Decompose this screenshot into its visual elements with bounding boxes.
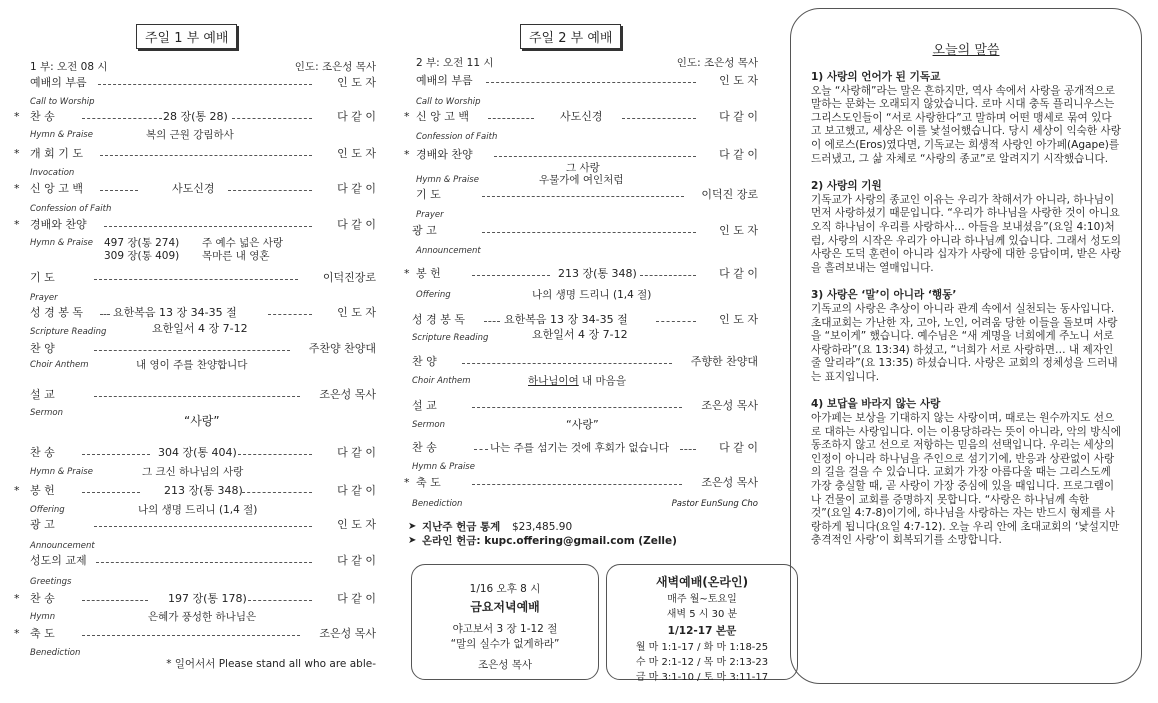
item-name: 개 회 기 도 — [30, 147, 83, 160]
service2-time: 2 부: 오전 11 시 — [416, 57, 494, 69]
scripture-ref: 요한복음 13 장 34-35 절 — [504, 313, 628, 326]
order-item — [408, 355, 758, 369]
hymn-number: 497 장(통 274) — [104, 237, 180, 249]
item-name: 기 도 — [30, 271, 55, 284]
order-item: * 신 앙 고 백 사도신경 다 같 이 — [404, 110, 758, 123]
hymn-number: 309 장(통 409) — [104, 250, 180, 262]
order-item: * 봉 헌 213 장(통 348) 다 같 이 — [14, 484, 376, 497]
song-title: 우물가에 여인처럼 — [539, 174, 624, 186]
service1-header — [18, 60, 376, 74]
item-name: 성 경 봉 독 — [412, 313, 465, 326]
section-text: 기독교의 사랑은 추상이 아니라 관계 속에서 실천되는 동사입니다. 초대교회는 가난한 자, 고아, 노인, 어려움 당한 이들을 돌보며 사랑을 “보이게” 했습니다. 예수님은 “새 계명을 너희에게 주노니 서로 사랑하라”(요 13:34) 하셨고, “너희가 서로 사랑하면… 내 제자인 줄 알리라”(요 13:35) 하셨습니다. 사랑은 교회의 정체성을 드러내는 표지입니다. — [811, 302, 1118, 383]
item-leader: 다 같 이 — [337, 218, 376, 231]
order-item — [408, 441, 758, 455]
stand-note: * 일어서서 Please stand all who are able- — [166, 658, 376, 670]
item-leader: 주향한 찬양대 — [690, 355, 758, 368]
sermon-topic: “사랑” — [566, 418, 599, 431]
item-leader: 인 도 자 — [337, 518, 376, 531]
item-english: Confession of Faith — [30, 204, 112, 214]
todays-word-body — [811, 71, 1121, 562]
order-item — [408, 188, 758, 202]
item-leader: 다 같 이 — [719, 148, 758, 161]
order-item — [408, 313, 758, 327]
service1-presider: 인도: 조은성 목사 — [294, 61, 376, 73]
item-leader: 다 같 이 — [337, 484, 376, 497]
item-leader: 다 같 이 — [719, 110, 758, 123]
item-name: 찬 송 — [30, 110, 55, 123]
offering-stats-label: 지난주 헌금 통계 — [422, 521, 501, 533]
order-item: * 찬 송 197 장(통 178) 다 같 이 — [14, 592, 376, 605]
order-item — [408, 399, 758, 413]
item-english: Prayer — [30, 293, 58, 303]
hymn-number: 213 장(통 348) — [558, 267, 637, 280]
hymn-title: 은혜가 풍성한 하나님은 — [148, 611, 257, 623]
order-item — [18, 554, 376, 568]
section-heading: 4) 보답을 바라지 않는 사랑 — [811, 398, 941, 411]
hymn-title: 나의 생명 드리니 (1,4 절) — [532, 289, 652, 301]
item-leader: 조은성 목사 — [319, 388, 376, 401]
item-english: Benediction — [30, 648, 81, 658]
section-text: 아가페는 보상을 기대하지 않는 사랑이며, 때로는 원수까지도 선으로 대하는 사랑입니다. 이는 이용당하라는 뜻이 아니라, 악의 방식에 동조하지 않고 선으로 저항하는 믿음의 선택입니다. 우리는 세상의 인정이 아니라 하나님을 주인으로 섬기기에, 반응과 상관없이 사랑의 길을 걸을 수 있습니다. 교회가 가장 아름다울 때는 그리스도께 가장 충실할 때, 곧 사랑이 가장 중심에 있을 때입니다. 프로그램이나 건물이 교회를 증명하지 못합니다. “사랑은 하나님께 속한 것”(요일 4:7-8)이기에, 하나님을 사랑하는 자는 반드시 형제를 사랑하게 됩니다(요일 4:7-12). 오늘 우리 안에 초대교회의 ‘낯설지만 충격적인 사랑’이 회복되기를 소망합니다. — [811, 412, 1121, 547]
item-english: Hymn & Praise — [30, 238, 93, 248]
online-offering: ➤ 온라인 헌금: kupc.offering@gmail.com (Zelle) — [408, 535, 677, 547]
dawn-reading: 월 마 1:1-17 / 화 마 1:18-25 — [635, 642, 769, 653]
dawn-range: 1/12-17 본문 — [667, 625, 737, 637]
item-english: Call to Worship — [416, 97, 481, 107]
dawn-days: 매주 월~토요일 — [667, 594, 737, 605]
item-english: Sermon — [30, 408, 63, 418]
hymn-number: 304 장(통 404) — [158, 446, 237, 459]
item-leader: 다 같 이 — [337, 110, 376, 123]
anthem-title — [528, 374, 626, 388]
scripture-ref: 요한일서 4 장 7-12 — [152, 322, 248, 335]
friday-ref: 야고보서 3 장 1-12 절 — [452, 623, 558, 635]
todays-word-panel — [790, 8, 1142, 684]
item-english: Scripture Reading — [412, 333, 489, 343]
item-leader: 이덕진장로 — [322, 271, 376, 284]
online-offering-text: 온라인 헌금: kupc.offering@gmail.com (Zelle) — [422, 535, 677, 547]
item-name: 성도의 교제 — [30, 554, 87, 567]
hymn-number: 213 장(통 348) — [164, 484, 243, 497]
order-item: * 축 도 조은성 목사 — [404, 476, 758, 489]
item-english: Call to Worship — [30, 97, 95, 107]
hymn-title: 복의 근원 강림하사 — [146, 129, 234, 141]
item-leader: 이덕진 장로 — [701, 188, 758, 201]
item-name: 신 앙 고 백 — [416, 110, 469, 123]
service1-title: 주일 1 부 예배 — [136, 24, 237, 49]
dawn-title: 새벽예배(온라인) — [655, 575, 749, 589]
item-english: Benediction — [412, 499, 463, 509]
order-item — [18, 76, 376, 90]
section-heading: 1) 사랑의 언어가 된 기독교 — [811, 71, 941, 83]
pastor-english-name: Pastor EunSung Cho — [671, 499, 758, 509]
order-item — [18, 342, 376, 356]
item-leader: 다 같 이 — [719, 267, 758, 280]
item-english: Hymn & Praise — [30, 467, 93, 477]
scripture-ref: 요한일서 4 장 7-12 — [532, 328, 628, 341]
song-title: 그 사랑 — [566, 162, 600, 174]
item-english: Hymn — [30, 612, 56, 622]
item-english: Greetings — [30, 577, 72, 587]
order-item — [408, 74, 758, 88]
anthem-title-underlined: 하나님이여 — [528, 375, 579, 387]
item-leader: 인 도 자 — [337, 76, 376, 89]
anthem-title-rest: 내 마음을 — [578, 375, 626, 387]
creed-label: 사도신경 — [560, 110, 603, 123]
item-name: 찬 양 — [30, 342, 55, 355]
friday-date: 1/16 오후 8 시 — [469, 583, 541, 595]
item-leader: 다 같 이 — [337, 554, 376, 567]
item-name: 설 교 — [30, 388, 55, 401]
item-english: Hymn & Praise — [30, 130, 93, 140]
item-english: Scripture Reading — [30, 327, 107, 337]
order-item — [18, 271, 376, 285]
item-name: 찬 송 — [30, 592, 55, 605]
item-name: 예배의 부름 — [416, 74, 473, 87]
service2-title: 주일 2 부 예배 — [520, 24, 621, 49]
dawn-reading: 수 마 2:1-12 / 목 마 2:13-23 — [635, 657, 769, 668]
item-name: 찬 양 — [412, 355, 437, 368]
section-heading: 2) 사랑의 기원 — [811, 180, 882, 193]
item-name: 축 도 — [30, 627, 55, 640]
item-name: 축 도 — [416, 476, 441, 489]
item-english: Announcement — [416, 246, 481, 256]
item-name: 경배와 찬양 — [416, 148, 473, 161]
order-item — [18, 446, 376, 460]
todays-word-title: 오늘의 말씀 — [932, 43, 1000, 58]
order-item: * 축 도 조은성 목사 — [14, 627, 376, 640]
item-name: 봉 헌 — [416, 267, 441, 280]
item-name: 설 교 — [412, 399, 437, 412]
item-leader: 다 같 이 — [719, 441, 758, 454]
section-heading: 3) 사랑은 ‘말’이 아니라 ‘행동’ — [811, 289, 957, 302]
song-title: 나는 주를 섬기는 것에 후회가 없습니다 — [490, 442, 669, 454]
order-item: * 경배와 찬양 다 같 이 — [14, 218, 376, 231]
offering-stats: ➤ 지난주 헌금 통계 $23,485.90 — [408, 521, 573, 533]
item-leader: 다 같 이 — [337, 446, 376, 459]
item-english: Confession of Faith — [416, 132, 498, 142]
anthem-title: 내 영이 주를 찬양합니다 — [136, 359, 248, 371]
item-leader: 다 같 이 — [337, 182, 376, 195]
order-item: * 찬 송 28 장(통 28) 다 같 이 — [14, 110, 376, 123]
creed-label: 사도신경 — [172, 182, 215, 195]
friday-topic: “말의 실수가 없게하라” — [450, 638, 560, 650]
item-name: 신 앙 고 백 — [30, 182, 83, 195]
dawn-reading: 금 마 3:1-10 / 토 마 3:11-17 — [635, 672, 769, 683]
item-name: 찬 송 — [412, 441, 437, 454]
service2-presider: 인도: 조은성 목사 — [676, 57, 758, 69]
hymn-title: 그 크신 하나님의 사랑 — [142, 466, 244, 478]
item-english: Choir Anthem — [412, 376, 471, 386]
friday-title: 금요저녁예배 — [470, 600, 540, 614]
service1-time: 1 부: 오전 08 시 — [30, 61, 108, 73]
item-english: Hymn & Praise — [412, 462, 475, 472]
item-name: 찬 송 — [30, 446, 55, 459]
item-leader: 인 도 자 — [337, 306, 376, 319]
item-leader: 인 도 자 — [719, 74, 758, 87]
item-leader: 주찬양 찬양대 — [308, 342, 376, 355]
item-leader: 인 도 자 — [719, 224, 758, 237]
dawn-time: 새벽 5 시 30 분 — [666, 609, 738, 620]
dawn-service-box — [606, 564, 798, 683]
sermon-topic: “사랑” — [184, 414, 220, 428]
order-item — [18, 518, 376, 532]
item-leader: 다 같 이 — [337, 592, 376, 605]
item-english: Hymn & Praise — [416, 175, 479, 185]
item-name: 성 경 봉 독 — [30, 306, 83, 319]
order-item: * 경배와 찬양 다 같 이 — [404, 148, 758, 161]
item-name: 예배의 부름 — [30, 76, 87, 89]
order-item — [18, 306, 376, 320]
item-leader: 조은성 목사 — [701, 399, 758, 412]
section-text: 기독교가 사랑의 종교인 이유는 우리가 착해서가 아니라, 하나님이 먼저 사랑하셨기 때문입니다. “우리가 하나님을 사랑한 것이 아니요 오직 하나님이 우리를 사랑하사… 아들을 보내셨음”(요일 4:10)처럼, 사랑의 시작은 우리가 아니라 하나님께 있습니다. 그래서 성도의 사랑은 도덕 훈련이 아니라 십자가 사랑에 대한 응답이며, 받은 사랑을 흘려보내는 열매입니다. — [811, 193, 1121, 274]
item-name: 봉 헌 — [30, 484, 55, 497]
order-item: * 신 앙 고 백 사도신경 다 같 이 — [14, 182, 376, 195]
hymn-number: 197 장(통 178) — [168, 592, 247, 605]
section-text: 오늘 “사랑해”라는 말은 흔하지만, 역사 속에서 사랑을 공개적으로 말하는 문화는 오래되지 않았습니다. 로마 시대 충독 플리니우스는 그리스도인들이 “서로 사랑한다”고 말하며 어떤 맹세로 묶여 있다고 보고했고, 세상은 이를 낯설어했습니다. 당시 세상이 익숙한 사랑이 에로스(Eros)였다면, 기독교는 희생적 사랑인 아가페(Agape)를 드러냈고, 그 삶 자체로 “사랑의 종교”로 알려지기 시작했습니다. — [811, 84, 1121, 165]
hymn-title: 나의 생명 드리니 (1,4 절) — [138, 504, 258, 516]
item-english: Offering — [30, 505, 65, 515]
hymn-title: 주 예수 넓은 사랑 — [202, 237, 284, 249]
scripture-ref: 요한복음 13 장 34-35 절 — [113, 306, 237, 319]
item-english: Prayer — [416, 210, 444, 220]
hymn-number: 28 장(통 28) — [163, 110, 228, 123]
item-leader: 조은성 목사 — [701, 476, 758, 489]
item-name: 광 고 — [30, 518, 55, 531]
item-leader: 인 도 자 — [719, 313, 758, 326]
friday-service-box — [411, 564, 599, 680]
order-item — [18, 388, 376, 402]
item-leader: 인 도 자 — [337, 147, 376, 160]
hymn-title: 목마른 내 영혼 — [202, 250, 270, 262]
item-english: Offering — [416, 290, 451, 300]
order-item: * 개 회 기 도 인 도 자 — [14, 147, 376, 160]
friday-speaker: 조은성 목사 — [477, 659, 533, 671]
order-item — [408, 224, 758, 238]
service2-header — [408, 56, 758, 70]
item-english: Invocation — [30, 168, 75, 178]
item-english: Choir Anthem — [30, 360, 89, 370]
item-name: 기 도 — [416, 188, 441, 201]
item-name: 경배와 찬양 — [30, 218, 87, 231]
item-english: Sermon — [412, 420, 445, 430]
item-english: Announcement — [30, 541, 95, 551]
item-leader: 조은성 목사 — [319, 627, 376, 640]
order-item: * 봉 헌 213 장(통 348) 다 같 이 — [404, 267, 758, 280]
item-name: 광 고 — [412, 224, 437, 237]
offering-amount: $23,485.90 — [512, 521, 573, 533]
